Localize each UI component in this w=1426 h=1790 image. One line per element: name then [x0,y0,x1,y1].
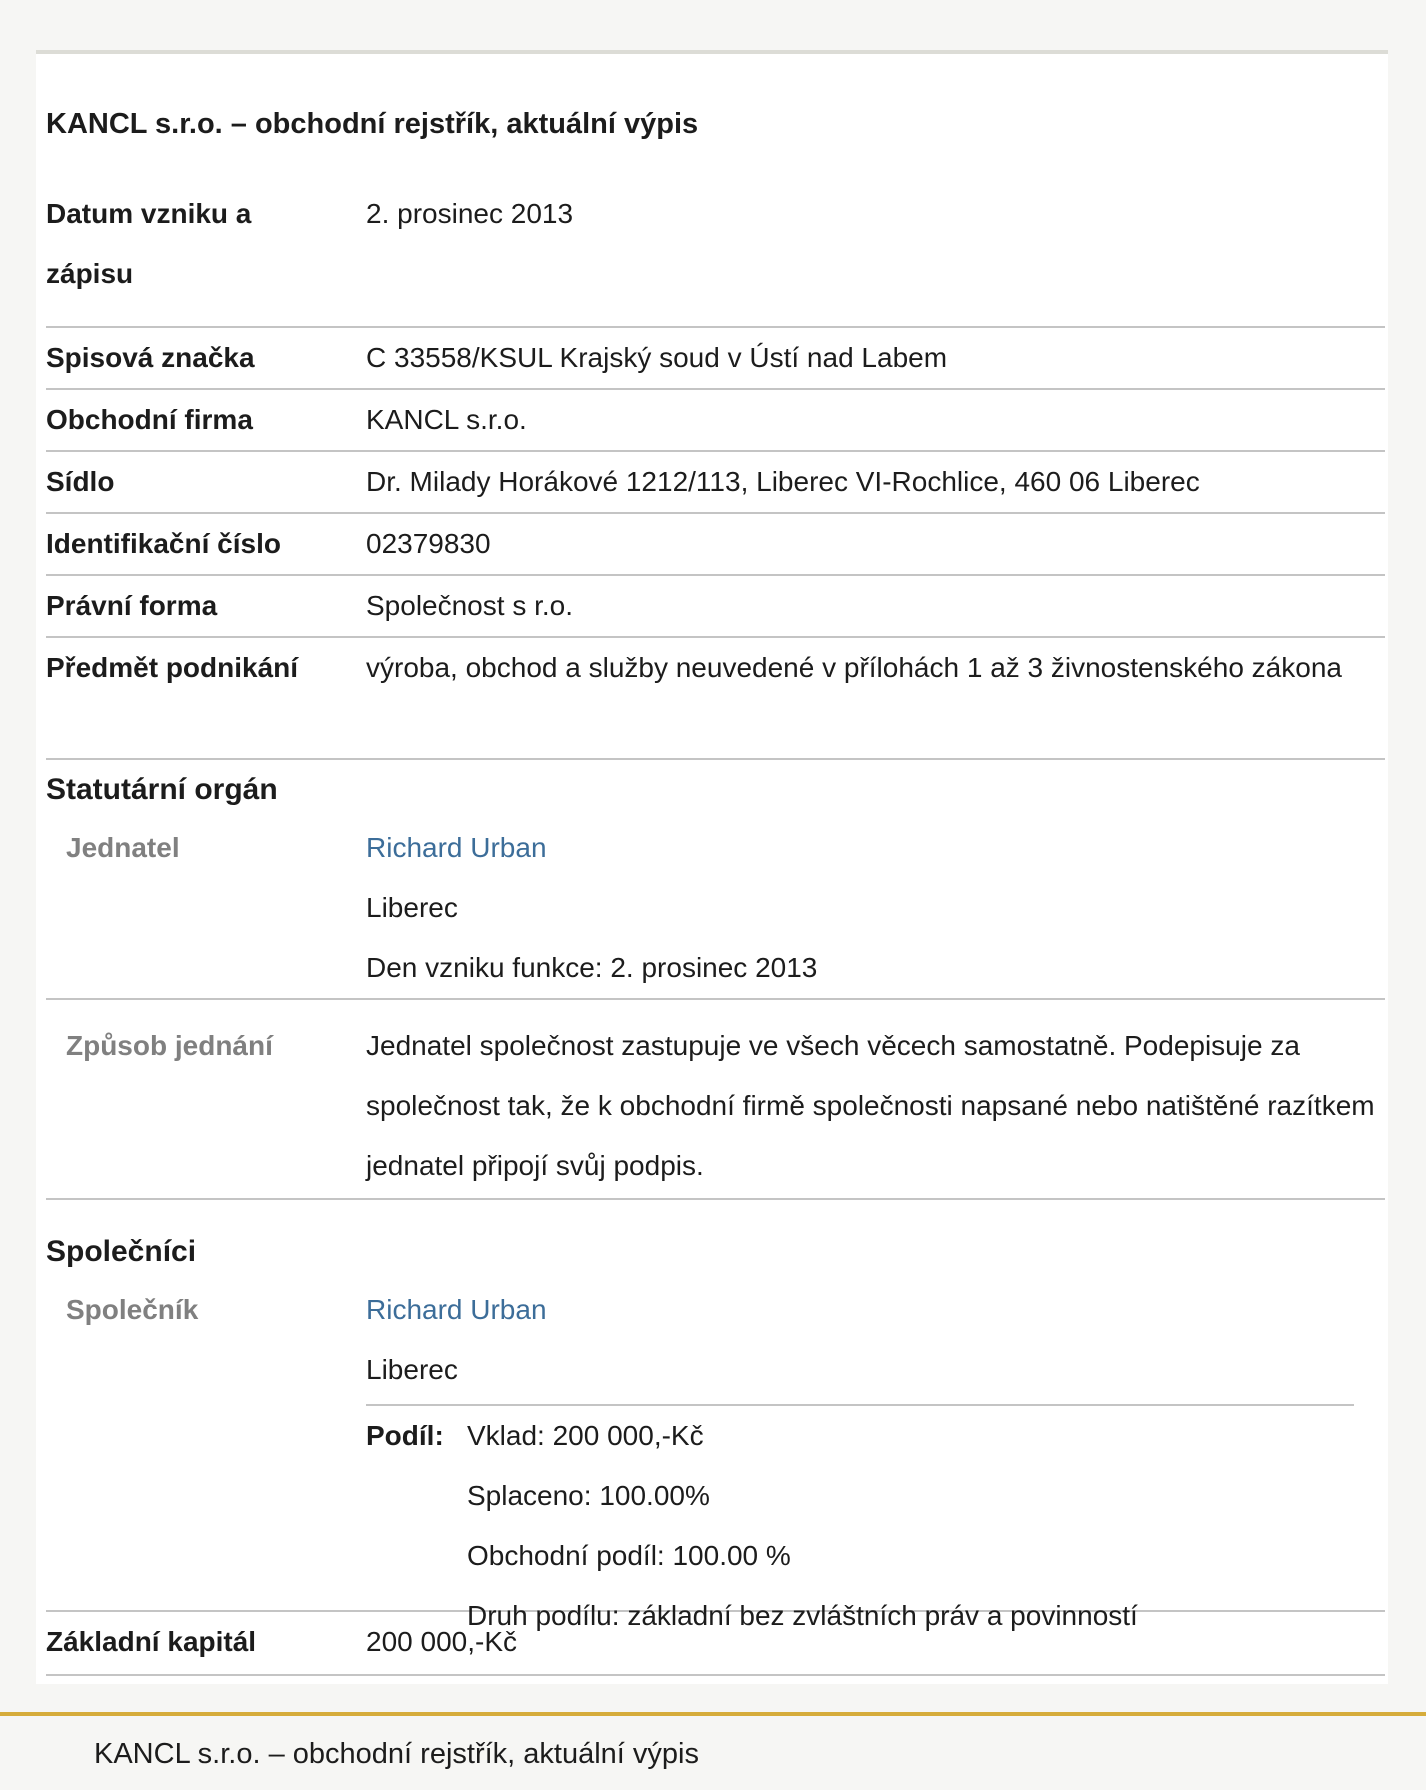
row-pravni-forma [46,576,1385,638]
section-heading-spolecnici: Společníci [46,1235,197,1268]
podil-druh: Druh podílu: základní bez zvláštních práv a povinností [467,1600,1138,1631]
label-obchodni-firma: Obchodní firma [46,404,253,435]
row-identifikacni-cislo [46,514,1385,576]
row-jednatel [46,818,1385,1000]
value-zpusob-jednani: Jednatel společnost zastupuje ve všech věcech samostatně. Podepisuje za společnost tak, že k obchodní firmě společnosti napsané nebo natištěné razítkem jednatel připojí svůj podpis. [366,1030,1375,1181]
label-spisova-znacka: Spisová značka [46,342,255,373]
jednatel-name[interactable]: Richard Urban [366,832,547,863]
label-jednatel: Jednatel [66,832,180,863]
jednatel-name-link[interactable] [366,818,1378,878]
label-spolecnik: Společník [66,1294,199,1325]
register-card [36,50,1388,1684]
row-predmet-podnikani [46,638,1385,760]
label-pravni-forma: Právní forma [46,590,218,621]
value-obchodni-firma: KANCL s.r.o. [366,404,527,435]
value-zakladni-kapital: 200 000,-Kč [366,1626,517,1657]
value-sidlo: Dr. Milady Horákové 1212/113, Liberec VI-Rochlice, 460 06 Liberec [366,466,1200,497]
label-identifikacni-cislo: Identifikační číslo [46,528,281,559]
value-identifikacni-cislo: 02379830 [366,528,491,559]
value-pravni-forma: Společnost s r.o. [366,590,574,621]
podil-vklad: Vklad: 200 000,-Kč [467,1420,704,1451]
spolecnik-name-link[interactable] [366,1280,1378,1340]
row-sidlo [46,452,1385,514]
label-sidlo: Sídlo [46,466,115,497]
footer-text: KANCL s.r.o. – obchodní rejstřík, aktuální výpis [94,1738,699,1770]
row-zpusob-jednani [46,1016,1385,1200]
row-spolecnik [46,1280,1385,1631]
label-datum-vzniku: Datum vzniku a zápisu [46,198,252,289]
podil-splaceno: Splaceno: 100.00% [467,1480,710,1511]
spolecnik-name[interactable]: Richard Urban [366,1294,547,1325]
podil-obchodni: Obchodní podíl: 100.00 % [467,1540,791,1571]
page-title: KANCL s.r.o. – obchodní rejstřík, aktuální výpis [46,108,699,140]
podil-label: Podíl: [366,1420,444,1451]
row-spisova-znacka [46,328,1385,390]
value-datum-vzniku: 2. prosinec 2013 [366,198,574,229]
jednatel-since: Den vzniku funkce: 2. prosinec 2013 [366,952,818,983]
label-zpusob-jednani: Způsob jednání [66,1030,273,1061]
spolecnik-city: Liberec [366,1354,458,1385]
row-obchodni-firma [46,390,1385,452]
value-spisova-znacka: C 33558/KSUL Krajský soud v Ústí nad Labem [366,342,948,373]
label-zakladni-kapital: Základní kapitál [46,1626,257,1657]
podil-block [366,1404,1354,1646]
section-heading-statutarni-organ: Statutární orgán [46,773,278,806]
jednatel-city: Liberec [366,892,458,923]
label-predmet-podnikani: Předmět podnikání [46,652,299,683]
page-footer [0,1712,1426,1790]
row-datum-vzniku [46,184,1385,328]
value-predmet-podnikani: výroba, obchod a služby neuvedené v přílohách 1 až 3 živnostenského zákona [366,652,1342,683]
row-zakladni-kapital [46,1612,1385,1676]
